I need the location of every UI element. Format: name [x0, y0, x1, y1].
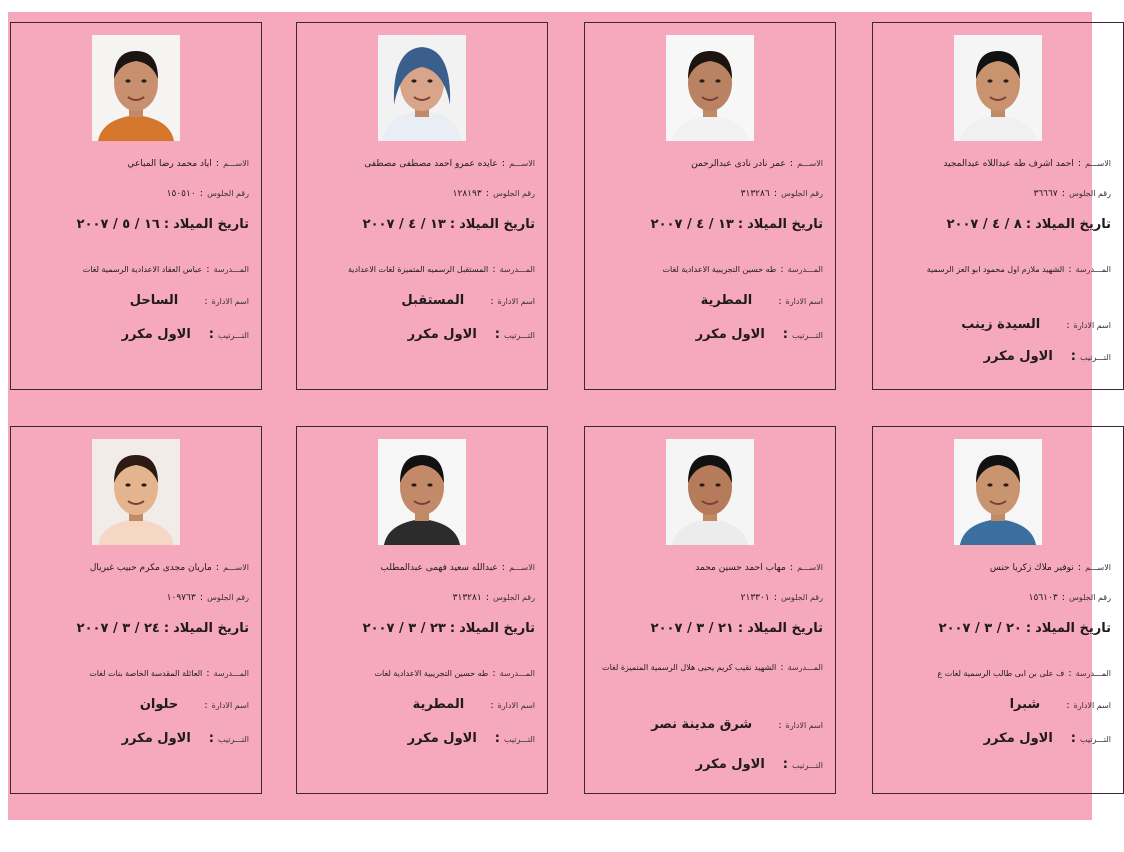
seat-row — [19, 181, 249, 200]
school-name: العائلة المقدسة الخاصة بنات لغات — [89, 669, 203, 678]
name-row — [593, 555, 823, 574]
dob-row — [593, 617, 823, 636]
dob-label: تاريخ الميلاد — [173, 217, 249, 232]
colon: : — [1070, 731, 1076, 746]
admin-row — [305, 693, 535, 712]
rank-label: التـــرتيب — [791, 761, 823, 770]
birth-date: ١٦ / ٥ / ٢٠٠٧ — [76, 217, 160, 232]
colon: : — [1066, 700, 1070, 711]
birth-date: ٢٠ / ٣ / ٢٠٠٧ — [938, 621, 1022, 636]
student-name: ماريان مجدى مكرم حبيب غبريال — [89, 563, 212, 573]
colon: : — [782, 327, 788, 342]
dob-label: تاريخ الميلاد — [459, 217, 535, 232]
admin-name: السيدة زينب — [961, 317, 1041, 332]
admin-name: المستقبل — [401, 293, 465, 308]
dob-row — [881, 617, 1111, 636]
dob-row — [19, 213, 249, 232]
school-name: المستقبل الرسميه المتميزة لغات الاعدادية — [347, 265, 489, 274]
admin-name: حلوان — [139, 697, 179, 712]
colon: : — [485, 592, 490, 603]
colon: : — [737, 217, 744, 232]
seat-number: ١٠٩٧٦٣ — [166, 593, 196, 603]
seat-label: رقم الجلوس — [493, 593, 535, 602]
rank-label: التـــرتيب — [217, 735, 249, 744]
colon: : — [199, 188, 204, 199]
colon: : — [215, 158, 220, 169]
colon: : — [208, 731, 214, 746]
colon: : — [737, 621, 744, 636]
school-label: المـــدرسة — [213, 265, 249, 274]
rank-row — [593, 753, 823, 772]
colon: : — [1025, 621, 1032, 636]
dob-row — [593, 213, 823, 232]
name-row — [881, 555, 1111, 574]
student-photo — [666, 439, 754, 545]
student-photo — [378, 35, 466, 141]
rank-row — [19, 323, 249, 342]
seat-label: رقم الجلوس — [781, 593, 823, 602]
portrait-image — [378, 35, 466, 141]
colon: : — [492, 668, 496, 679]
school-row — [19, 257, 249, 276]
seat-number: ١٢٨١٩٣ — [452, 189, 482, 199]
student-card — [584, 426, 836, 794]
name-row — [305, 555, 535, 574]
school-row — [881, 661, 1111, 680]
school-label: المـــدرسة — [1075, 265, 1111, 274]
student-photo — [92, 35, 180, 141]
colon: : — [204, 296, 208, 307]
rank-label: التـــرتيب — [1079, 735, 1111, 744]
seat-row — [305, 181, 535, 200]
admin-row — [881, 313, 1111, 332]
admin-name: شرق مدينة نصر — [651, 717, 753, 732]
school-name: طه حسين التجريبية الاعدادية لغات — [374, 669, 489, 678]
school-label: المـــدرسة — [787, 265, 823, 274]
colon: : — [778, 720, 782, 731]
name-row — [19, 151, 249, 170]
school-label: المـــدرسة — [499, 669, 535, 678]
seat-row — [593, 181, 823, 200]
rank-label: التـــرتيب — [503, 331, 535, 340]
admin-name: الساحل — [129, 293, 179, 308]
name-label: الاســـم — [797, 159, 823, 168]
dob-label: تاريخ الميلاد — [173, 621, 249, 636]
rank-value: الاول مكرر — [983, 731, 1053, 746]
name-row — [19, 555, 249, 574]
student-photo — [666, 35, 754, 141]
seat-label: رقم الجلوس — [1069, 189, 1111, 198]
student-name: عمر نادر نادى عبدالرحمن — [691, 159, 786, 169]
seat-row — [881, 585, 1111, 604]
admin-label: اسم الادارة — [1073, 321, 1111, 330]
student-card — [872, 22, 1124, 390]
colon: : — [780, 662, 784, 673]
colon: : — [485, 188, 490, 199]
colon: : — [1025, 217, 1032, 232]
seat-number: ٣١٣٢٨١ — [452, 593, 482, 603]
dob-row — [305, 213, 535, 232]
colon: : — [501, 158, 506, 169]
student-card — [296, 426, 548, 794]
admin-label: اسم الادارة — [211, 297, 249, 306]
portrait-image — [666, 439, 754, 545]
student-name: اياد محمد رضا المباعي — [127, 159, 212, 169]
seat-number: ٣١٣٢٨٦ — [740, 189, 770, 199]
colon: : — [1061, 592, 1066, 603]
colon: : — [1061, 188, 1066, 199]
portrait-image — [954, 35, 1042, 141]
admin-row — [881, 693, 1111, 712]
colon: : — [206, 668, 210, 679]
colon: : — [501, 562, 506, 573]
rank-value: الاول مكرر — [407, 327, 477, 342]
name-row — [593, 151, 823, 170]
admin-name: المطرية — [412, 697, 465, 712]
student-name: عايده عمرو احمد مصطفى مصطفى — [364, 159, 498, 169]
school-name: طه حسين التجريبية الاعدادية لغات — [662, 265, 777, 274]
colon: : — [780, 264, 784, 275]
school-row — [881, 257, 1111, 276]
school-row — [593, 653, 823, 680]
admin-label: اسم الادارة — [211, 701, 249, 710]
name-label: الاســـم — [509, 159, 535, 168]
seat-row — [593, 585, 823, 604]
rank-label: التـــرتيب — [1079, 353, 1111, 362]
student-card — [10, 426, 262, 794]
name-label: الاســـم — [223, 159, 249, 168]
portrait-image — [378, 439, 466, 545]
seat-number: ١٥٦١٠٣ — [1028, 593, 1058, 603]
admin-label: اسم الادارة — [497, 297, 535, 306]
colon: : — [773, 188, 778, 199]
student-card — [872, 426, 1124, 794]
admin-row — [19, 289, 249, 308]
seat-row — [881, 181, 1111, 200]
school-label: المـــدرسة — [213, 669, 249, 678]
admin-name: شبرا — [1009, 697, 1041, 712]
dob-row — [881, 213, 1111, 232]
seat-label: رقم الجلوس — [781, 189, 823, 198]
rank-row — [881, 345, 1111, 364]
portrait-image — [92, 439, 180, 545]
student-card — [584, 22, 836, 390]
dob-label: تاريخ الميلاد — [1035, 217, 1111, 232]
name-row — [881, 151, 1111, 170]
colon: : — [1068, 668, 1072, 679]
colon: : — [163, 621, 170, 636]
birth-date: ١٣ / ٤ / ٢٠٠٧ — [650, 217, 734, 232]
rank-value: الاول مكرر — [121, 327, 191, 342]
student-photo — [92, 439, 180, 545]
name-label: الاســـم — [1085, 159, 1111, 168]
admin-row — [593, 289, 823, 308]
seat-label: رقم الجلوس — [207, 593, 249, 602]
school-label: المـــدرسة — [499, 265, 535, 274]
colon: : — [204, 700, 208, 711]
birth-date: ٢٣ / ٣ / ٢٠٠٧ — [362, 621, 446, 636]
seat-number: ١٥٠٥١٠ — [166, 189, 196, 199]
colon: : — [789, 562, 794, 573]
birth-date: ٨ / ٤ / ٢٠٠٧ — [946, 217, 1022, 232]
student-photo — [954, 35, 1042, 141]
rank-value: الاول مكرر — [983, 349, 1053, 364]
admin-label: اسم الادارة — [785, 721, 823, 730]
rank-row — [305, 323, 535, 342]
colon: : — [215, 562, 220, 573]
admin-row — [593, 713, 823, 732]
colon: : — [1068, 264, 1072, 275]
rank-row — [881, 727, 1111, 746]
rank-row — [19, 727, 249, 746]
seat-row — [19, 585, 249, 604]
dob-label: تاريخ الميلاد — [747, 621, 823, 636]
rank-label: التـــرتيب — [791, 331, 823, 340]
name-label: الاســـم — [509, 563, 535, 572]
colon: : — [1066, 320, 1070, 331]
student-card — [10, 22, 262, 390]
colon: : — [490, 700, 494, 711]
student-photo — [378, 439, 466, 545]
rank-value: الاول مكرر — [695, 327, 765, 342]
name-label: الاســـم — [797, 563, 823, 572]
seat-number: ٢١٣٣٠١ — [740, 593, 770, 603]
dob-label: تاريخ الميلاد — [1035, 621, 1111, 636]
name-label: الاســـم — [1085, 563, 1111, 572]
seat-number: ٣٦٦٦٧ — [1033, 189, 1058, 199]
student-name: نوفير ملاك زكريا حنس — [989, 563, 1074, 573]
rank-label: التـــرتيب — [503, 735, 535, 744]
rank-value: الاول مكرر — [121, 731, 191, 746]
admin-row — [19, 693, 249, 712]
colon: : — [1077, 158, 1082, 169]
colon: : — [449, 217, 456, 232]
dob-row — [305, 617, 535, 636]
colon: : — [1070, 349, 1076, 364]
school-name: الشهيد ملازم اول محمود ابو العز الرسمية — [926, 265, 1065, 274]
admin-label: اسم الادارة — [497, 701, 535, 710]
dob-row — [19, 617, 249, 636]
name-row — [305, 151, 535, 170]
colon: : — [199, 592, 204, 603]
birth-date: ١٣ / ٤ / ٢٠٠٧ — [362, 217, 446, 232]
admin-row — [305, 289, 535, 308]
colon: : — [492, 264, 496, 275]
rank-row — [305, 727, 535, 746]
admin-label: اسم الادارة — [785, 297, 823, 306]
colon: : — [1077, 562, 1082, 573]
school-label: المـــدرسة — [1075, 669, 1111, 678]
seat-row — [305, 585, 535, 604]
colon: : — [208, 327, 214, 342]
school-row — [305, 257, 535, 276]
portrait-image — [666, 35, 754, 141]
rank-value: الاول مكرر — [407, 731, 477, 746]
school-row — [19, 661, 249, 680]
dob-label: تاريخ الميلاد — [459, 621, 535, 636]
rank-label: التـــرتيب — [217, 331, 249, 340]
school-name: الشهيد نقيب كريم يحيى هلال الرسمية المتميزة لغات — [602, 663, 777, 672]
school-row — [305, 661, 535, 680]
student-name: مهاب احمد حسين محمد — [695, 563, 786, 573]
seat-label: رقم الجلوس — [207, 189, 249, 198]
school-name: ف على بن ابى طالب الرسمية لغات ع — [937, 669, 1065, 678]
seat-label: رقم الجلوس — [1069, 593, 1111, 602]
school-name: عباس العقاد الاعدادية الرسمية لغات — [82, 265, 203, 274]
admin-name: المطرية — [700, 293, 753, 308]
rank-row — [593, 323, 823, 342]
name-label: الاســـم — [223, 563, 249, 572]
school-label: المـــدرسة — [787, 663, 823, 672]
dob-label: تاريخ الميلاد — [747, 217, 823, 232]
rank-value: الاول مكرر — [695, 757, 765, 772]
colon: : — [163, 217, 170, 232]
colon: : — [449, 621, 456, 636]
colon: : — [490, 296, 494, 307]
colon: : — [206, 264, 210, 275]
student-name: عبدالله سعيد فهمى عبدالمطلب — [380, 563, 498, 573]
portrait-image — [954, 439, 1042, 545]
student-photo — [954, 439, 1042, 545]
certificate-sheet — [8, 12, 1111, 820]
birth-date: ٢١ / ٣ / ٢٠٠٧ — [650, 621, 734, 636]
school-row — [593, 257, 823, 276]
portrait-image — [92, 35, 180, 141]
student-name: احمد اشرف طه عبداللاه عبدالمجيد — [943, 159, 1074, 169]
birth-date: ٢٤ / ٣ / ٢٠٠٧ — [76, 621, 160, 636]
colon: : — [494, 731, 500, 746]
colon: : — [773, 592, 778, 603]
colon: : — [782, 757, 788, 772]
seat-label: رقم الجلوس — [493, 189, 535, 198]
student-card — [296, 22, 548, 390]
admin-label: اسم الادارة — [1073, 701, 1111, 710]
colon: : — [778, 296, 782, 307]
colon: : — [494, 327, 500, 342]
colon: : — [789, 158, 794, 169]
